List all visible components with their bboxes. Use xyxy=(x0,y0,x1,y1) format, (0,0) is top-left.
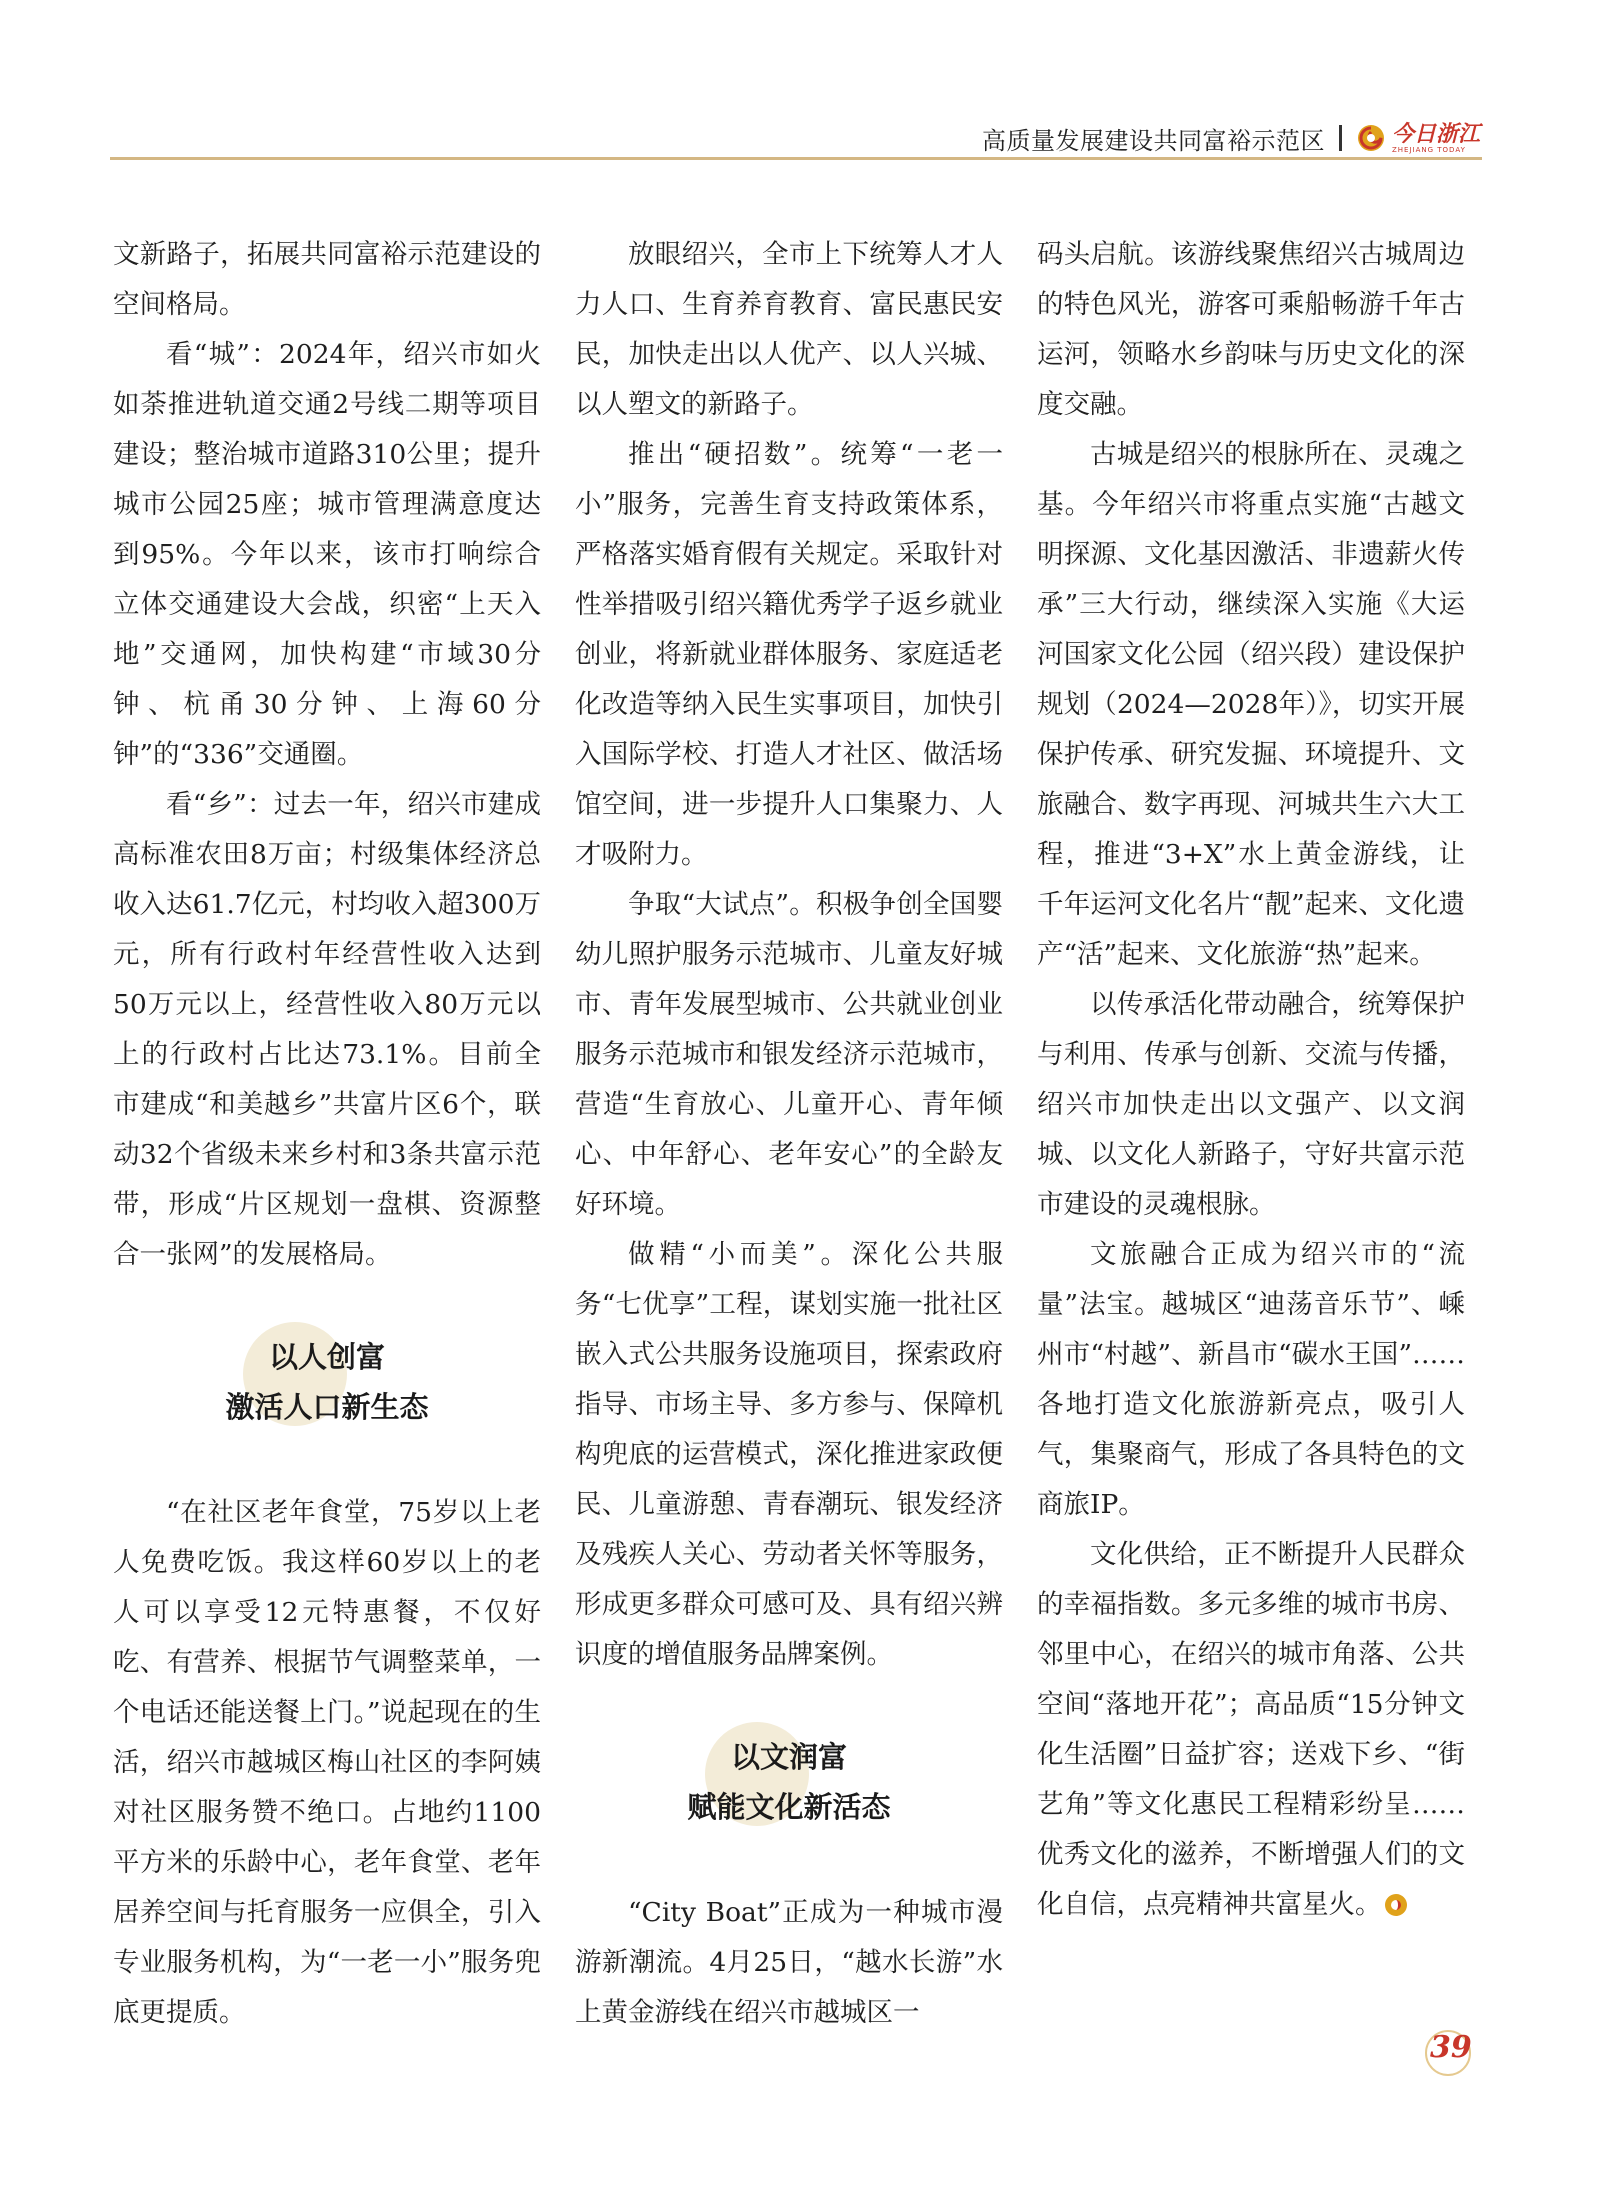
paragraph: 争取“大试点”。积极争创全国婴幼儿照护服务示范城市、儿童友好城市、青年发展型城市、公共就业创业服务示范城市和银发经济示范城市，营造“生育放心、儿童开心、青年倾心、中年舒心、老年安心”的全龄友好环境。 xyxy=(575,889,1003,1220)
subheading-line-2: 激活人口新生态 xyxy=(225,1390,429,1424)
paragraph xyxy=(1037,1530,1465,1930)
paragraph: “City Boat”正成为一种城市漫游新潮流。4月25日，“越水长游”水上黄金游线在绍兴市越城区一 xyxy=(575,1897,1003,2028)
section-subheading xyxy=(113,1332,541,1432)
logo-english: ZHEJIANG TODAY xyxy=(1391,145,1466,154)
section-title: 高质量发展建设共同富裕示范区 xyxy=(981,126,1325,155)
article-column-3 xyxy=(1037,230,1465,1930)
paragraph: 文旅融合正成为绍兴市的“流量”法宝。越城区“迪荡音乐节”、嵊州市“村越”、新昌市“碳水王国”……各地打造文化旅游新亮点，吸引人气，集聚商气，形成了各具特色的文商旅IP。 xyxy=(1037,1239,1465,1520)
logo-swirl-icon xyxy=(1356,123,1386,153)
paragraph: 看“乡”：过去一年，绍兴市建成高标准农田8万亩；村级集体经济总收入达61.7亿元，村均收入超300万元，所有行政村年经营性收入达到50万元以上，经营性收入80万元以上的行政村占比达73.1%。目前全市建成“和美越乡”共富片区6个，联动32个省级未来乡村和3条共富示范带，形成“片区规划一盘棋、资源整合一张网”的发展格局。 xyxy=(113,789,541,1270)
magazine-logo xyxy=(1356,120,1480,154)
paragraph: 以传承活化带动融合，统筹保护与利用、传承与创新、交流与传播，绍兴市加快走出以文强产、以文润城、以文化人新路子，守好共富示范市建设的灵魂根脉。 xyxy=(1037,989,1465,1220)
paragraph: 看“城”：2024年，绍兴市如火如荼推进轨道交通2号线二期等项目建设；整治城市道路310公里；提升城市公园25座；城市管理满意度达到95%。今年以来，该市打响综合立体交通建设大会战，织密“上天入地”交通网，加快构建“市域30分钟、杭甬30分钟、上海60分钟”的“336”交通圈。 xyxy=(113,339,541,770)
subheading-line-1: 以人创富 xyxy=(268,1340,385,1374)
paragraph: 古城是绍兴的根脉所在、灵魂之基。今年绍兴市将重点实施“古越文明探源、文化基因激活、非遗薪火传承”三大行动，继续深入实施《大运河国家文化公园（绍兴段）建设保护规划（2024—2028年）》，切实开展保护传承、研究发掘、环境提升、文旅融合、数字再现、河城共生六大工程，推进“3+X”水上黄金游线，让千年运河文化名片“靓”起来、文化遗产“活”起来、文化旅游“热”起来。 xyxy=(1037,439,1465,970)
page-number: 39 xyxy=(1430,2030,1472,2065)
subheading-line-2: 赋能文化新活态 xyxy=(687,1790,891,1824)
paragraph: 做精“小而美”。深化公共服务“七优享”工程，谋划实施一批社区嵌入式公共服务设施项目，探索政府指导、市场主导、多方参与、保障机构兜底的运营模式，深化推进家政便民、儿童游憩、青春潮玩、银发经济及残疾人关心、劳动者关怀等服务，形成更多群众可感可及、具有绍兴辨识度的增值服务品牌案例。 xyxy=(575,1239,1003,1670)
paragraph: “在社区老年食堂，75岁以上老人免费吃饭。我这样60岁以上的老人可以享受12元特惠餐，不仅好吃、有营养、根据节气调整菜单，一个电话还能送餐上门。”说起现在的生活，绍兴市越城区梅山社区的李阿姨对社区服务赞不绝口。占地约1100平方米的乐龄中心，老年食堂、老年居养空间与托育服务一应俱全，引入专业服务机构，为“一老一小”服务兜底更提质。 xyxy=(113,1497,541,2028)
header-divider xyxy=(1339,125,1342,151)
article-column-2 xyxy=(575,230,1003,2038)
logo-chinese: 今日浙江 xyxy=(1391,120,1480,147)
paragraph: 码头启航。该游线聚焦绍兴古城周边的特色风光，游客可乘船畅游千年古运河，领略水乡韵味与历史文化的深度交融。 xyxy=(1037,239,1465,420)
page-header xyxy=(982,118,1480,158)
end-mark-icon xyxy=(1385,1894,1407,1916)
paragraph: 推出“硬招数”。统筹“一老一小”服务，完善生育支持政策体系，严格落实婚育假有关规定。采取针对性举措吸引绍兴籍优秀学子返乡就业创业，将新就业群体服务、家庭适老化改造等纳入民生实事项目，加快引入国际学校、打造人才社区、做活场馆空间，进一步提升人口集聚力、人才吸附力。 xyxy=(575,439,1003,870)
paragraph: 放眼绍兴，全市上下统筹人才人力人口、生育养育教育、富民惠民安民，加快走出以人优产、以人兴城、以人塑文的新路子。 xyxy=(575,239,1003,420)
article-column-1 xyxy=(113,230,541,2038)
subheading-line-1: 以文润富 xyxy=(730,1740,847,1774)
paragraph-text: 文化供给，正不断提升人民群众的幸福指数。多元多维的城市书房、邻里中心，在绍兴的城市角落、公共空间“落地开花”；高品质“15分钟文化生活圈”日益扩容；送戏下乡、“街艺角”等文化惠民工程精彩纷呈……优秀文化的滋养，不断增强人们的文化自信，点亮精神共富星火。 xyxy=(1037,1539,1465,1920)
paragraph: 文新路子，拓展共同富裕示范建设的空间格局。 xyxy=(113,239,541,320)
section-subheading xyxy=(575,1732,1003,1832)
header-rule xyxy=(110,157,1482,160)
